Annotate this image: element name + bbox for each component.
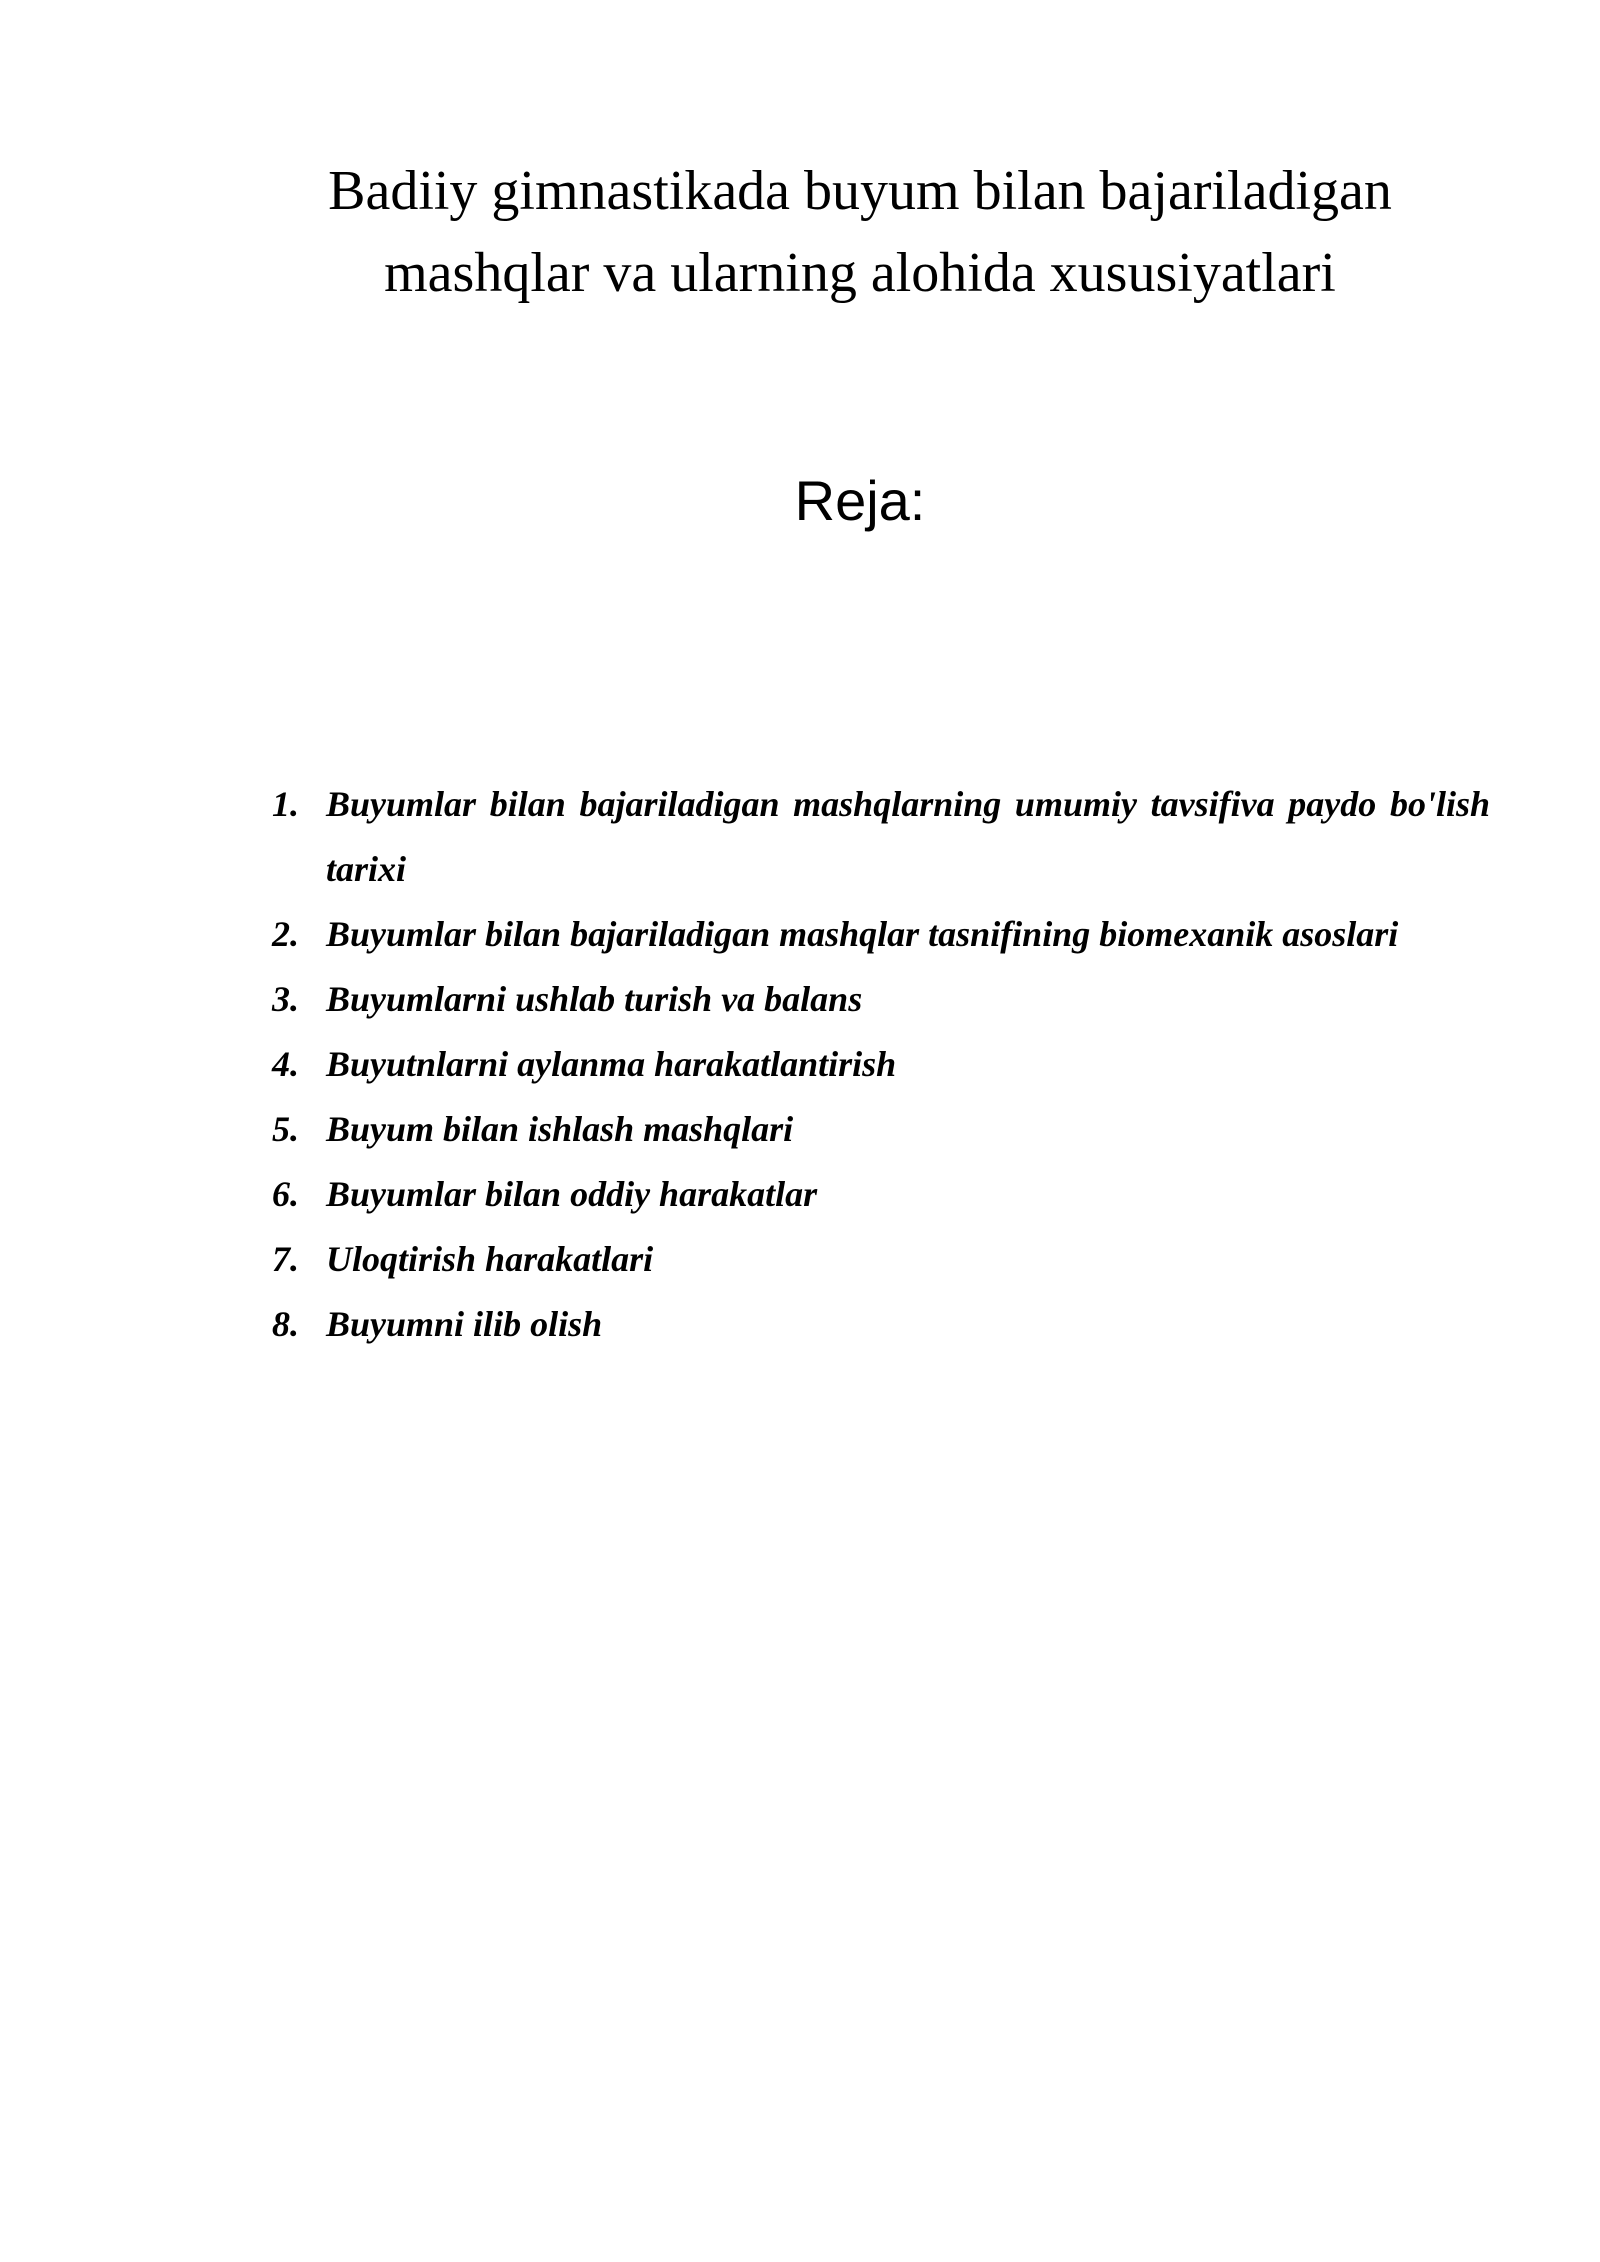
document-title-line-2: mashqlar va ularning alohida xususiyatlari [384,242,1336,304]
plan-item-number: 2. [272,914,299,954]
plan-item-number: 1. [272,784,299,824]
plan-heading: Reja: [794,469,926,532]
plan-item-text: Buyumlarni ushlab turish va balans [326,979,863,1019]
plan-item [272,1032,1490,1097]
plan-item-number: 3. [272,979,299,1019]
plan-item-text: Uloqtirish harakatlari [326,1239,654,1279]
plan-item-text: Buyum bilan ishlash mashqlari [326,1109,794,1149]
plan-item [272,772,1490,902]
plan-item-number: 6. [272,1174,299,1214]
plan-item-number: 4. [272,1044,299,1084]
plan-item-text: Buyumlar bilan oddiy harakatlar [326,1174,818,1214]
plan-list [272,772,1490,1357]
document-title [260,150,1460,314]
plan-item [272,902,1490,967]
plan-item [272,1227,1490,1292]
plan-item-text: Buyumlar bilan bajariladigan mashqlarning umumiy tavsifiva paydo bo'lish tarixi [326,784,1490,889]
plan-item [272,1162,1490,1227]
plan-item [272,1097,1490,1162]
document-title-line-1: Badiiy gimnastikada buyum bilan bajariladigan [328,160,1392,222]
plan-item-number: 7. [272,1239,299,1279]
plan-item-number: 5. [272,1109,299,1149]
plan-item-text: Buyutnlarni aylanma harakatlantirish [326,1044,897,1084]
plan-item-number: 8. [272,1304,299,1344]
plan-item [272,1292,1490,1357]
plan-item [272,967,1490,1032]
plan-item-text: Buyumni ilib olish [326,1304,603,1344]
plan-item-text: Buyumlar bilan bajariladigan mashqlar tasnifining biomexanik asoslari [326,914,1399,954]
